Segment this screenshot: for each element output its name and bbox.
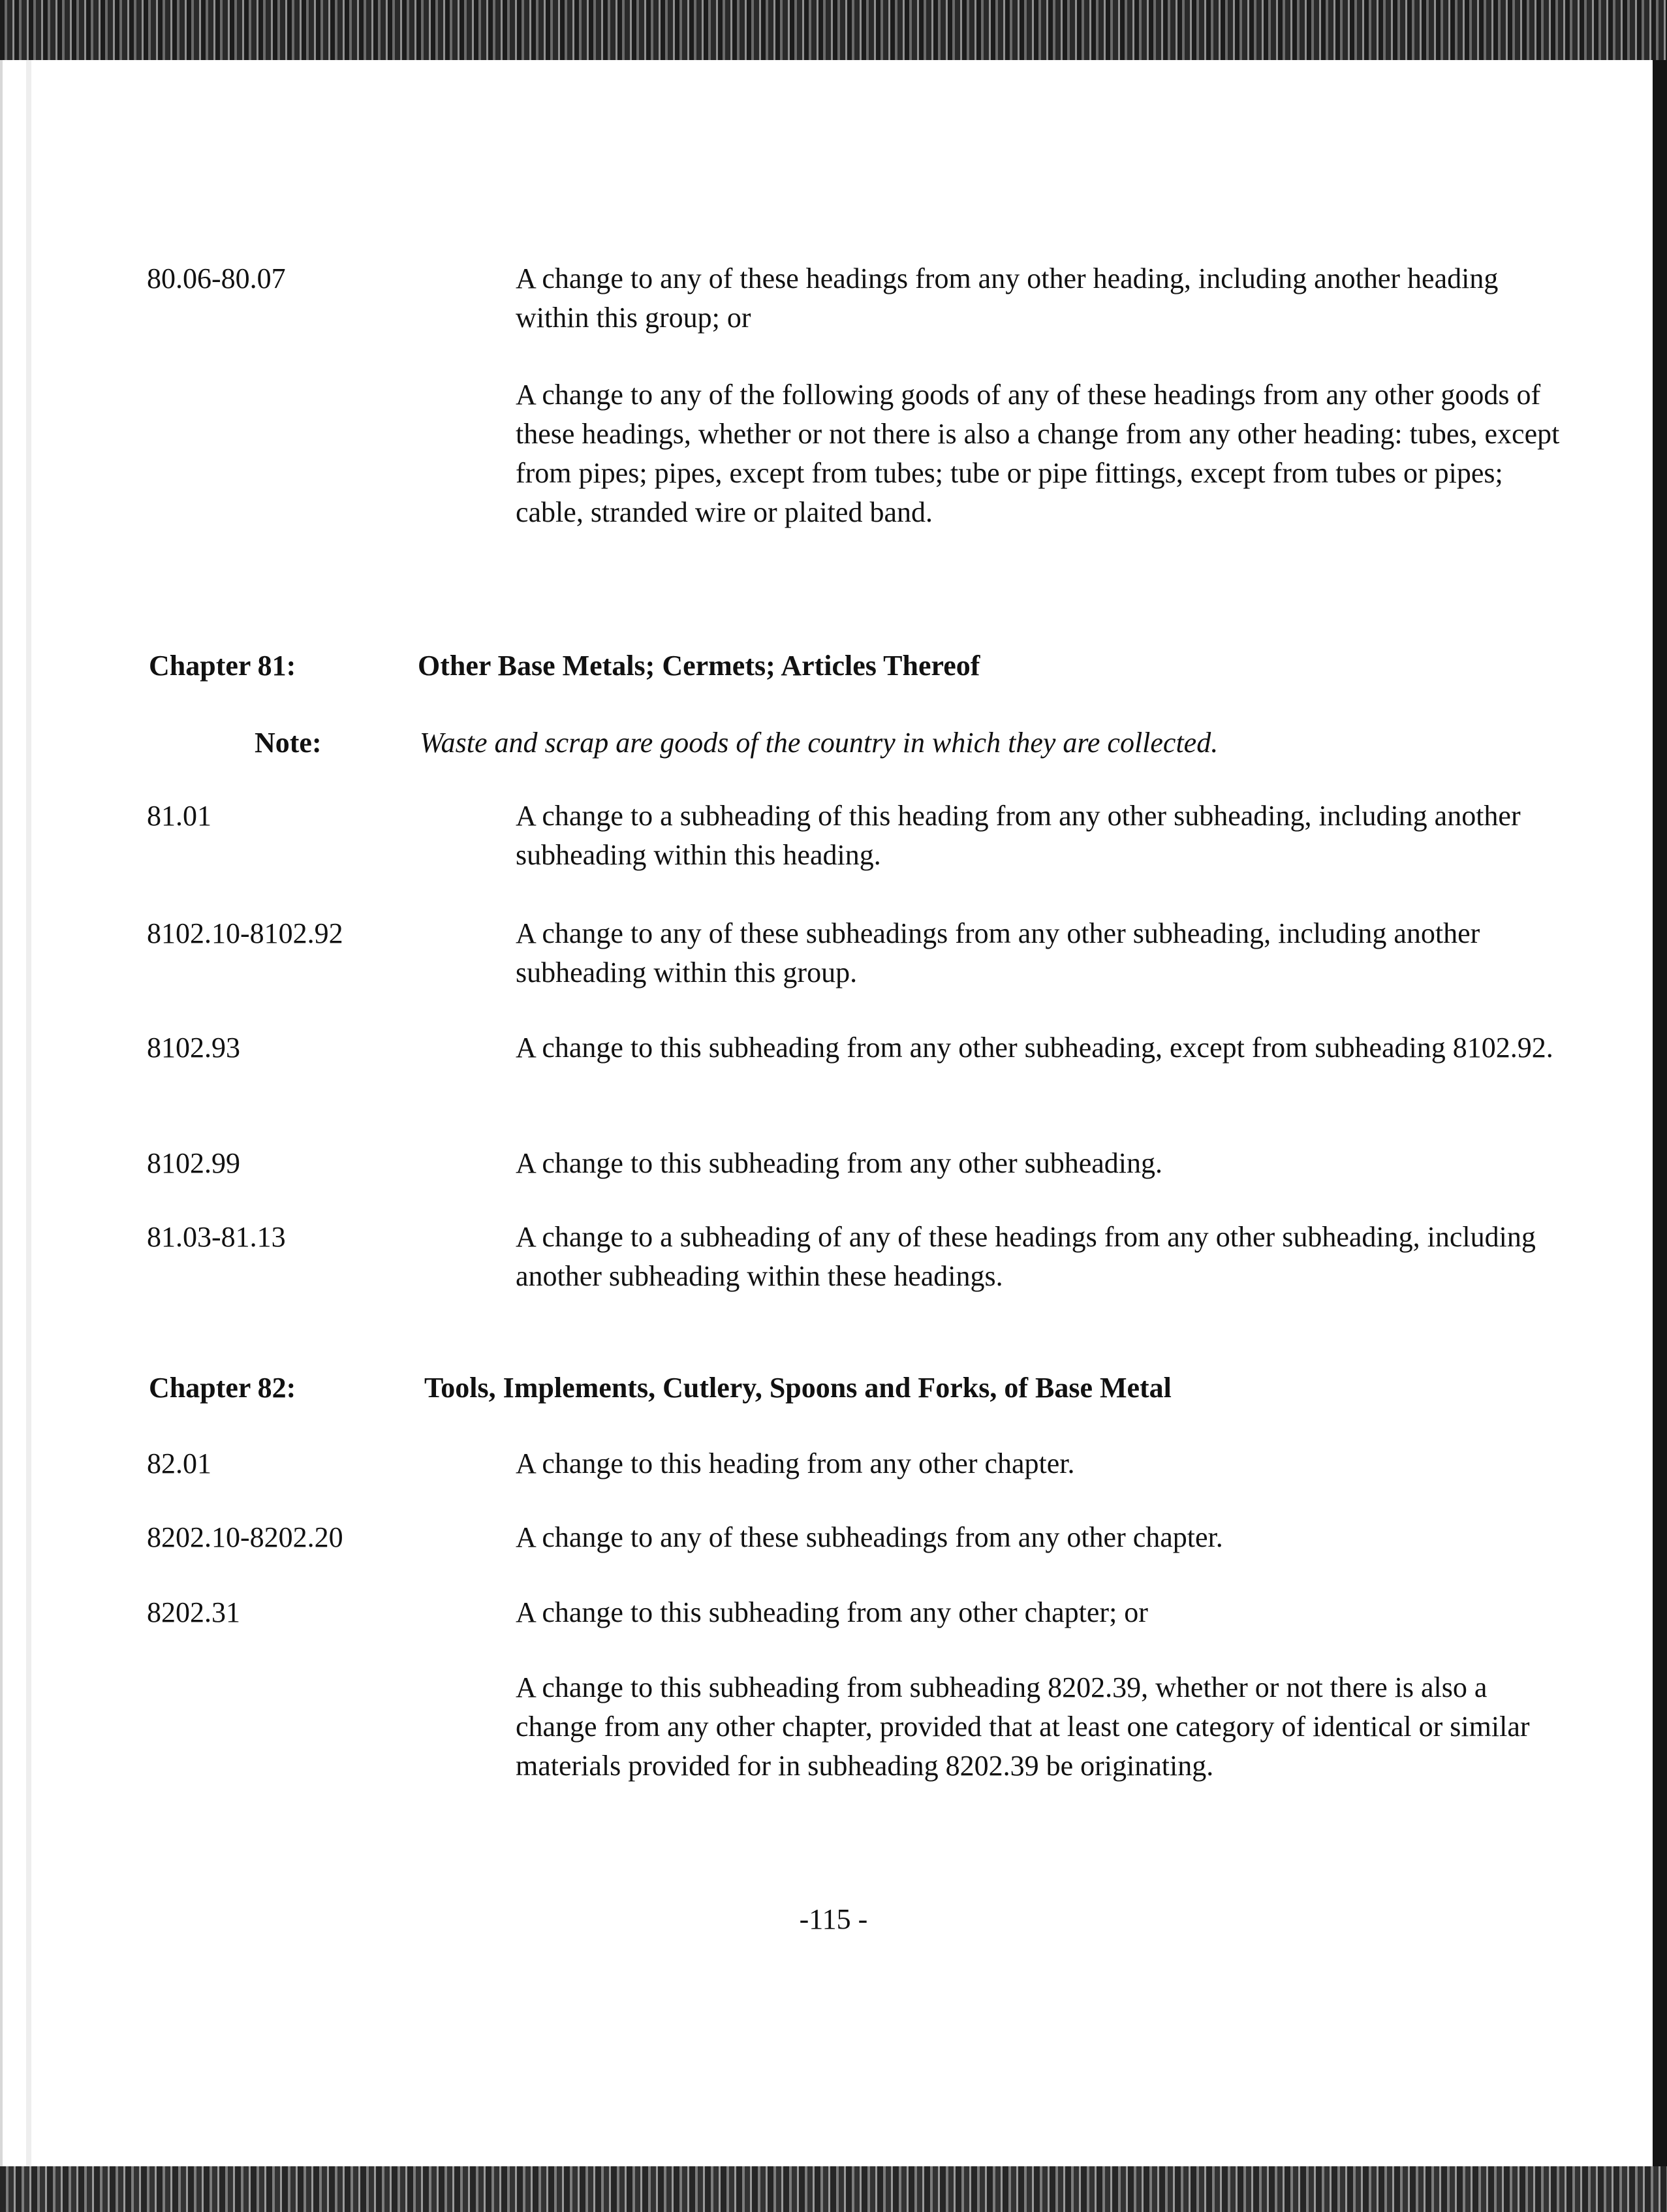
entry-code: 8102.10-8102.92 bbox=[147, 917, 343, 949]
entry-text: A change to any of these subheadings from any other subheading, including another subheading within this group. bbox=[516, 917, 1480, 988]
chapter-title: Other Base Metals; Cermets; Articles Thereof bbox=[418, 650, 980, 682]
scan-border-right bbox=[1621, 60, 1667, 2166]
scan-border-top bbox=[0, 0, 1667, 60]
entry-text: A change to any of these subheadings from any other chapter. bbox=[516, 1521, 1223, 1553]
entry-code: 8102.99 bbox=[147, 1147, 240, 1179]
entry-text: A change to this subheading from any other subheading, except from subheading 8102.92. bbox=[516, 1032, 1553, 1064]
page-number: -115 - bbox=[799, 1903, 868, 1935]
entry-text: A change to this subheading from any other subheading. bbox=[516, 1147, 1163, 1179]
entry-text: A change to any of these headings from any other heading, including another heading within this group; or bbox=[516, 262, 1499, 334]
note-label: Note: bbox=[255, 727, 322, 759]
entry-text: A change to this subheading from any other chapter; or bbox=[516, 1596, 1148, 1628]
chapter-title: Tools, Implements, Cutlery, Spoons and Forks, of Base Metal bbox=[424, 1372, 1172, 1404]
entry-code: 80.06-80.07 bbox=[147, 262, 286, 294]
entry-code: 8102.93 bbox=[147, 1032, 240, 1064]
chapter-label: Chapter 82: bbox=[149, 1372, 296, 1404]
entry-text: A change to a subheading of this heading from any other subheading, including another subheading within this heading. bbox=[516, 800, 1521, 871]
entry-text: A change to this subheading from subheading 8202.39, whether or not there is also a change from any other chapter, provided that at least one category of identical or similar materials provided for in subheading 8202.39 be originating. bbox=[516, 1671, 1530, 1782]
entry-code: 8202.31 bbox=[147, 1596, 240, 1628]
entry-text: A change to this heading from any other chapter. bbox=[516, 1447, 1075, 1479]
entry-code: 81.01 bbox=[147, 800, 211, 832]
entry-code: 81.03-81.13 bbox=[147, 1221, 286, 1253]
entry-code: 82.01 bbox=[147, 1447, 211, 1479]
entry-text: A change to a subheading of any of these headings from any other subheading, including another subheading within these headings. bbox=[516, 1221, 1536, 1292]
entry-text: A change to any of the following goods of any of these headings from any other goods of these headings, whether or not there is also a change from any other heading: tubes, except from pipes; pipes, except from tubes; tube or pipe fittings, except from tubes or pipes; cable, stranded wire or plaited band. bbox=[516, 379, 1560, 528]
note-text: Waste and scrap are goods of the country in which they are collected. bbox=[420, 727, 1219, 759]
chapter-label: Chapter 81: bbox=[149, 650, 296, 682]
scan-border-left bbox=[0, 60, 46, 2166]
entry-code: 8202.10-8202.20 bbox=[147, 1521, 343, 1553]
scan-border-bottom bbox=[0, 2166, 1667, 2212]
